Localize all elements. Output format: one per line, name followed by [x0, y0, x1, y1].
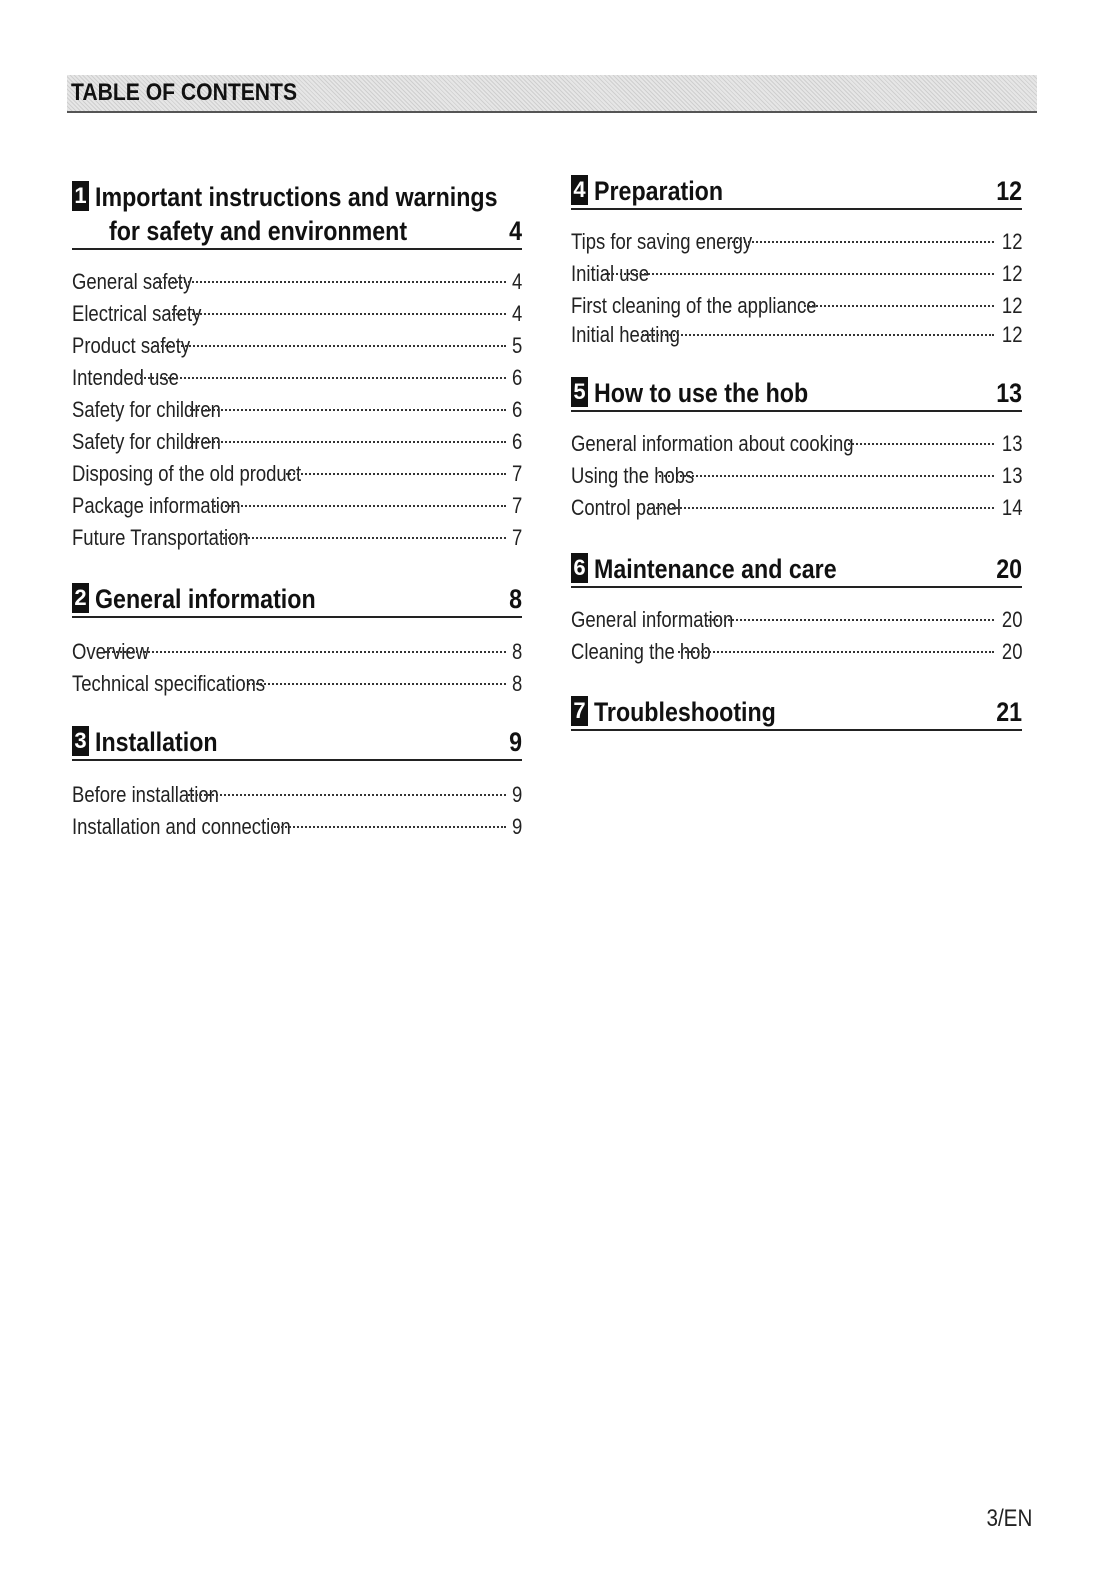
- entry-label: Safety for children: [72, 397, 221, 422]
- section-2-items: [72, 636, 522, 700]
- entry-label: General information about cooking: [571, 431, 854, 456]
- leader-dots: [167, 313, 506, 315]
- entry-page: 9: [511, 782, 522, 807]
- section-title: How to use the hob: [594, 378, 809, 408]
- entry-page: 7: [511, 493, 522, 518]
- leader-dots: [154, 345, 506, 347]
- entry-label: Electrical safety: [72, 301, 202, 326]
- entry-label: Cleaning the hob: [571, 639, 711, 664]
- toc-entry[interactable]: [72, 362, 522, 394]
- leader-dots: [678, 651, 993, 653]
- leader-dots: [848, 443, 993, 445]
- entry-label: General safety: [72, 269, 193, 294]
- section-number-badge: 7: [571, 696, 588, 726]
- entry-page: 14: [1001, 495, 1022, 520]
- toc-header-bar: [67, 75, 1037, 113]
- entry-page: 13: [1001, 431, 1022, 456]
- section-7: [571, 695, 1022, 731]
- section-6: [571, 552, 1022, 668]
- toc-entry[interactable]: [72, 636, 522, 668]
- section-5: [571, 376, 1022, 524]
- toc-entry[interactable]: [72, 522, 522, 554]
- section-7-heading[interactable]: [571, 695, 1022, 731]
- leader-dots: [214, 505, 506, 507]
- entry-label: Initial heating: [571, 322, 680, 347]
- entry-label: Before installation: [72, 782, 219, 807]
- leader-dots: [140, 377, 506, 379]
- entry-page: 4: [511, 301, 522, 326]
- section-title: Preparation: [594, 176, 724, 206]
- leader-dots: [286, 473, 506, 475]
- section-4-heading[interactable]: [571, 174, 1022, 210]
- entry-label: First cleaning of the appliance: [571, 293, 817, 318]
- section-4: [571, 174, 1022, 348]
- toc-title: TABLE OF CONTENTS: [71, 79, 298, 106]
- toc-entry[interactable]: [72, 426, 522, 458]
- toc-entry[interactable]: [571, 636, 1022, 668]
- entry-label: Future Transportation: [72, 525, 249, 550]
- section-title: Important instructions and warnings: [95, 182, 498, 212]
- entry-label: Product safety: [72, 333, 191, 358]
- toc-entry[interactable]: [571, 428, 1022, 460]
- toc-entry[interactable]: [571, 226, 1022, 258]
- entry-label: Using the hobs: [571, 463, 695, 488]
- section-2-heading[interactable]: [72, 582, 522, 618]
- section-title: Maintenance and care: [594, 554, 837, 584]
- entry-label: Installation and connection: [72, 814, 291, 839]
- toc-entry[interactable]: [72, 458, 522, 490]
- section-3: [72, 725, 522, 843]
- toc-entry[interactable]: [72, 330, 522, 362]
- leader-dots: [188, 794, 506, 796]
- toc-entry[interactable]: [571, 460, 1022, 492]
- entry-label: Technical specifications: [72, 671, 266, 696]
- entry-page: 4: [511, 269, 522, 294]
- section-6-items: [571, 604, 1022, 668]
- section-number-badge: 5: [571, 377, 588, 407]
- section-1: [72, 180, 522, 554]
- entry-label: Initial use: [571, 261, 650, 286]
- section-3-items: [72, 779, 522, 843]
- section-1-items: [72, 266, 522, 554]
- leader-dots: [804, 305, 993, 307]
- leader-dots: [705, 619, 993, 621]
- entry-page: 12: [1001, 261, 1022, 286]
- section-number-badge: 2: [72, 583, 89, 613]
- entry-page: 20: [1001, 639, 1022, 664]
- section-page-number: 21: [996, 697, 1022, 727]
- entry-page: 5: [511, 333, 522, 358]
- section-page-number: 20: [996, 554, 1022, 584]
- toc-entry[interactable]: [72, 266, 522, 298]
- section-2: [72, 582, 522, 700]
- section-number-badge: 4: [571, 175, 588, 205]
- leader-dots: [156, 281, 506, 283]
- section-number-badge: 3: [72, 726, 89, 756]
- toc-entry[interactable]: [72, 298, 522, 330]
- section-1-heading[interactable]: [72, 180, 522, 250]
- section-page-number: 13: [996, 378, 1022, 408]
- section-number-badge: 1: [72, 181, 89, 211]
- toc-entry[interactable]: [72, 490, 522, 522]
- toc-entry[interactable]: [571, 290, 1022, 322]
- entry-label: Safety for children: [72, 429, 221, 454]
- section-title: Installation: [95, 727, 218, 757]
- entry-page: 6: [511, 429, 522, 454]
- toc-entry[interactable]: [571, 322, 1022, 348]
- entry-page: 12: [1001, 293, 1022, 318]
- toc-entry[interactable]: [72, 779, 522, 811]
- entry-page: 12: [1001, 229, 1022, 254]
- entry-page: 8: [511, 671, 522, 696]
- section-page-number: 8: [509, 584, 522, 614]
- entry-label: Disposing of the old product: [72, 461, 302, 486]
- leader-dots: [643, 507, 994, 509]
- entry-page: 13: [1001, 463, 1022, 488]
- page-number-footer: 3/EN: [986, 1505, 1032, 1532]
- section-number-badge: 6: [571, 553, 588, 583]
- leader-dots: [274, 826, 506, 828]
- toc-entry[interactable]: [72, 811, 522, 843]
- leader-dots: [190, 441, 505, 443]
- entry-page: 12: [1001, 322, 1022, 347]
- section-page-number: 12: [996, 176, 1022, 206]
- entry-page: 9: [511, 814, 522, 839]
- leader-dots: [659, 475, 994, 477]
- section-4-items: [571, 226, 1022, 348]
- entry-label: Control panel: [571, 495, 681, 520]
- section-5-heading[interactable]: [571, 376, 1022, 412]
- toc-entry[interactable]: [72, 668, 522, 700]
- leader-dots: [105, 651, 506, 653]
- entry-label: Intended use: [72, 365, 179, 390]
- entry-label: Tips for saving energy: [571, 229, 753, 254]
- section-3-heading[interactable]: [72, 725, 522, 761]
- section-6-heading[interactable]: [571, 552, 1022, 588]
- entry-page: 8: [511, 639, 522, 664]
- entry-page: 7: [511, 525, 522, 550]
- section-title-continued: for safety and environment: [109, 216, 408, 246]
- toc-entry[interactable]: [571, 258, 1022, 290]
- leader-dots: [223, 537, 505, 539]
- entry-page: 7: [511, 461, 522, 486]
- entry-label: Package information: [72, 493, 241, 518]
- toc-entry[interactable]: [571, 604, 1022, 636]
- leader-dots: [642, 334, 994, 336]
- leader-dots: [728, 241, 994, 243]
- leader-dots: [605, 273, 994, 275]
- entry-page: 20: [1001, 607, 1022, 632]
- section-5-items: [571, 428, 1022, 524]
- section-page-number: 4: [509, 216, 522, 246]
- entry-label: General information: [571, 607, 734, 632]
- leader-dots: [243, 683, 506, 685]
- entry-label: Overview: [72, 639, 150, 664]
- section-title: Troubleshooting: [594, 697, 776, 727]
- entry-page: 6: [511, 397, 522, 422]
- toc-entry[interactable]: [72, 394, 522, 426]
- section-title: General information: [95, 584, 316, 614]
- toc-entry[interactable]: [571, 492, 1022, 524]
- entry-page: 6: [511, 365, 522, 390]
- section-page-number: 9: [509, 727, 522, 757]
- leader-dots: [190, 409, 505, 411]
